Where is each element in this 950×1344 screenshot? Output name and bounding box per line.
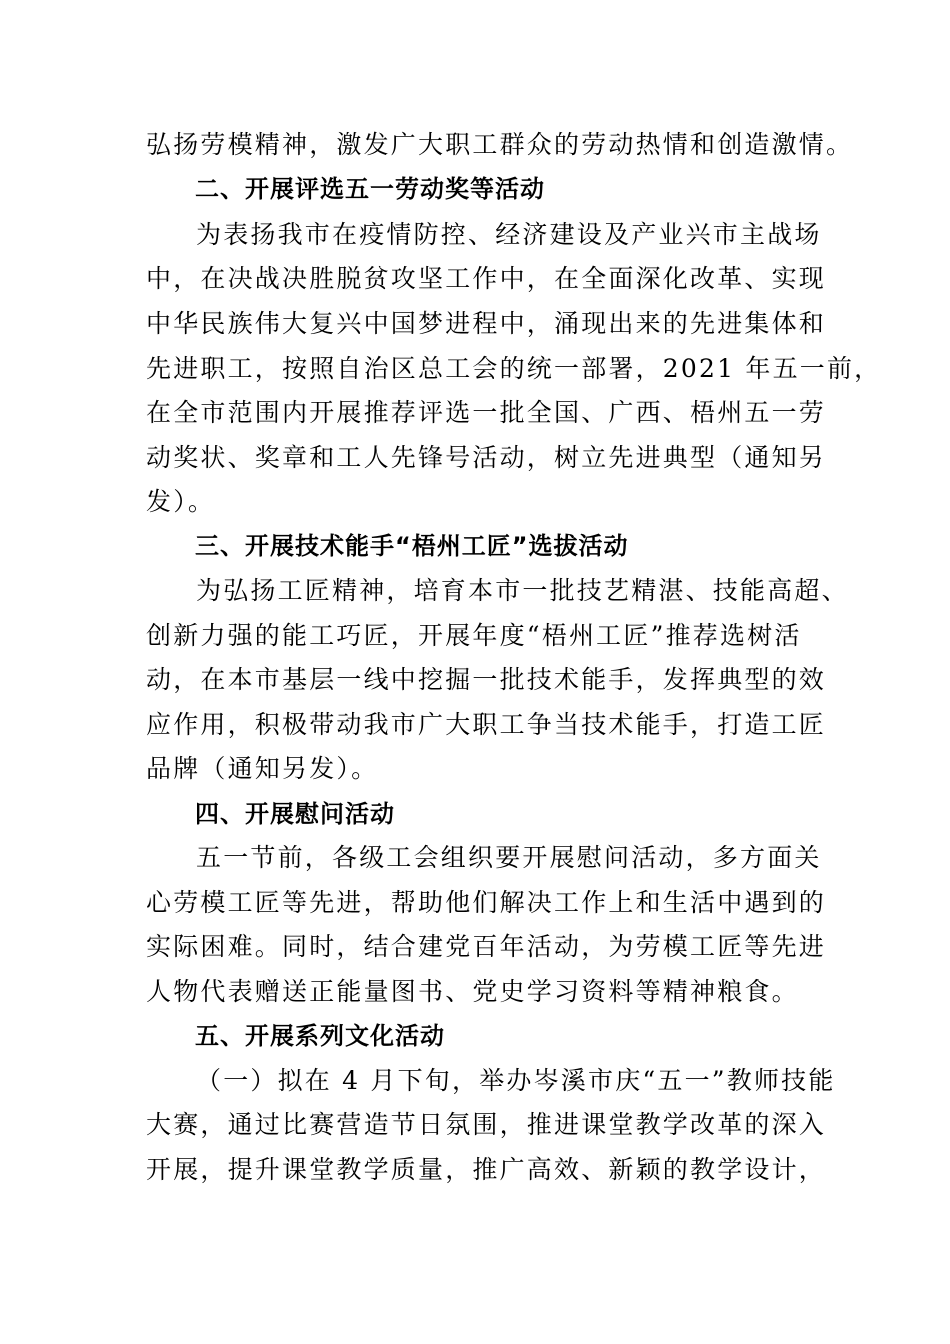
- paragraph-line: 中，在决战决胜脱贫攻坚工作中，在全面深化改革、实现: [146, 264, 827, 293]
- paragraph-line: 动奖状、奖章和工人先锋号活动，树立先进典型（通知另: [146, 443, 827, 472]
- section-heading-4: 四、开展慰问活动: [195, 800, 395, 828]
- paragraph-line: 大赛，通过比赛营造节日氛围，推进课堂教学改革的深入: [146, 1110, 827, 1139]
- paragraph-line: 在全市范围内开展推荐评选一批全国、广西、梧州五一劳: [146, 398, 827, 427]
- paragraph-line: 实际困难。同时，结合建党百年活动，为劳模工匠等先进: [146, 932, 827, 961]
- paragraph-line: 人物代表赠送正能量图书、党史学习资料等精神粮食。: [146, 977, 799, 1006]
- section-heading-2: 二、开展评选五一劳动奖等活动: [195, 175, 545, 203]
- paragraph-line: 开展，提升课堂教学质量，推广高效、新颖的教学设计，: [146, 1155, 827, 1184]
- paragraph-line: 先进职工，按照自治区总工会的统一部署，2021 年五一前，: [146, 354, 882, 383]
- paragraph-line: 中华民族伟大复兴中国梦进程中，涌现出来的先进集体和: [146, 309, 827, 338]
- paragraph-line: （一）拟在 4 月下旬，举办岑溪市庆“五一”教师技能: [196, 1066, 836, 1095]
- section-heading-3: 三、开展技术能手“梧州工匠”选拔活动: [195, 532, 629, 560]
- paragraph-line: 创新力强的能工巧匠，开展年度“梧州工匠”推荐选树活: [146, 621, 802, 650]
- paragraph-line: 为表扬我市在疫情防控、经济建设及产业兴市主战场: [196, 220, 822, 249]
- paragraph-line: 动，在本市基层一线中挖掘一批技术能手，发挥典型的效: [146, 665, 827, 694]
- paragraph-line: 品牌（通知另发）。: [146, 754, 379, 783]
- paragraph-line: 发）。: [146, 487, 216, 516]
- section-heading-5: 五、开展系列文化活动: [195, 1022, 445, 1050]
- paragraph-line: 为弘扬工匠精神，培育本市一批技艺精湛、技能高超、: [196, 576, 849, 605]
- paragraph-line: 应作用，积极带动我市广大职工争当技术能手，打造工匠: [146, 710, 827, 739]
- paragraph-line: 弘扬劳模精神，激发广大职工群众的劳动热情和创造激情。: [146, 130, 854, 159]
- paragraph-line: 五一节前，各级工会组织要开展慰问活动，多方面关: [196, 843, 822, 872]
- paragraph-line: 心劳模工匠等先进，帮助他们解决工作上和生活中遇到的: [146, 888, 827, 917]
